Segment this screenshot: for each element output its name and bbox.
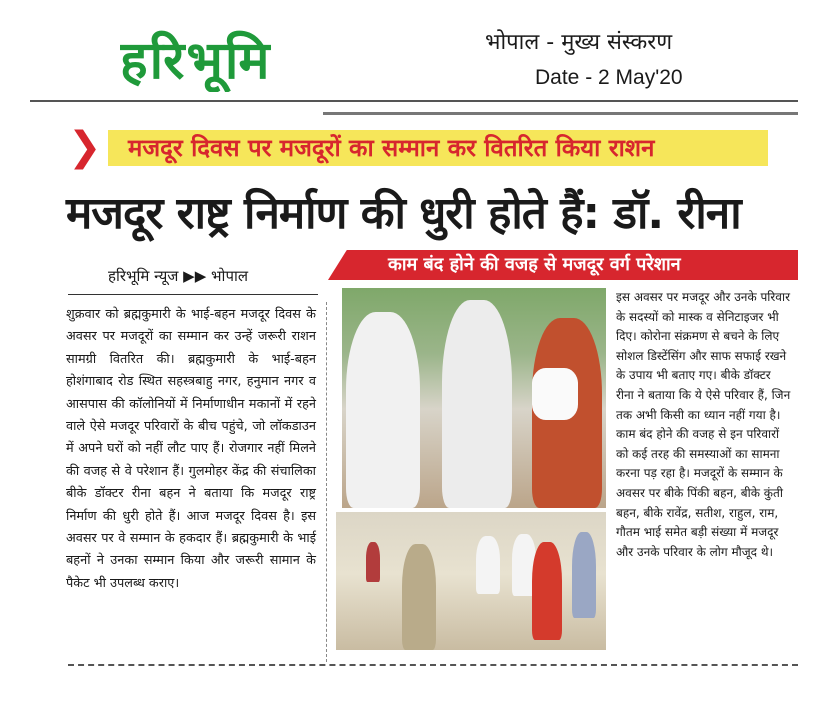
byline: हरिभूमि न्यूज ▶▶ भोपाल bbox=[108, 267, 249, 285]
kicker-text: मजदूर दिवस पर मजदूरों का सम्मान कर वितरित किया राशन bbox=[128, 134, 655, 162]
photo-group bbox=[336, 512, 606, 650]
photo-distribution bbox=[342, 288, 606, 508]
article-body-left: शुक्रवार को ब्रह्मकुमारी के भाई-बहन मजदूर दिवस के अवसर पर मजदूरों का सम्मान कर उन्हें जरूरी राशन सामग्री वितरित की। ब्रह्मकुमारी के भाई-बहन होशंगाबाद रोड स्थित सहस्त्रबाहु नगर, हनुमान नगर व आसपास की कॉलोनियों में निर्माणाधीन मकानों में रहने वाले ऐसे मजदूर परिवारों के बीच पहुंचे, जो लॉकडाउन में अपने घरों को नहीं लौट पाए हैं। रोजगार नहीं मिलने की वजह से वे परेशान हैं। गुलमोहर केंद्र की संचालिका बीके डॉक्टर रीना बहन ने बताया कि मजदूर राष्ट्र निर्माण की धुरी होते हैं। आज मजदूर दिवस है। इस अवसर पर वे सम्मान के हकदार हैं। ब्रह्मकुमारी के भाई बहनों ने उनका सम्मान किया और जरूरी सामान के पैकेट भी उपलब्ध कराए। bbox=[66, 307, 316, 591]
photo-person-1 bbox=[402, 544, 436, 650]
subhead-text: काम बंद होने की वजह से मजदूर वर्ग परेशान bbox=[388, 254, 681, 275]
column-divider bbox=[326, 302, 327, 662]
chevron-right-icon: ❯ bbox=[68, 124, 102, 170]
byline-rule bbox=[68, 294, 318, 295]
photo-person-woman bbox=[346, 312, 420, 508]
newspaper-logo: हरिभूमि bbox=[120, 30, 272, 91]
article-body-right: इस अवसर पर मजदूर और उनके परिवार के सदस्यों को मास्क व सेनिटाइजर भी दिए। कोरोना संक्रमण से बचने के लिए सोशल डिस्टेंसिंग और साफ सफाई रखने के उपाय भी बताए गए। बीके डॉक्टर रीना ने बताया कि ये ऐसे परिवार हैं, जिन तक अभी किसी का ध्यान नहीं गया है। काम बंद होने की वजह से इन परिवारों को कई तरह की समस्याओं का सामना करना पड़ रहा है। मजदूरों के सम्मान के अवसर पर बीके पिंकी बहन, बीके कुंती बहन, बीके रावेंद्र, सतीश, राहुल, राम, गौतम भाई समेत बड़ी संख्या में मजदूर और उनके परिवार के लोग मौजूद थे। bbox=[616, 290, 791, 559]
photo-person-man bbox=[442, 300, 512, 508]
photo-ration-bag bbox=[532, 368, 578, 420]
photo-person-6 bbox=[366, 542, 380, 582]
clipping-bottom-rule bbox=[68, 664, 798, 666]
photo-person-5 bbox=[572, 532, 596, 618]
kicker bbox=[68, 126, 788, 168]
date-label: Date - 2 May'20 bbox=[535, 66, 683, 89]
news-clipping bbox=[58, 112, 798, 672]
clipping-top-rule bbox=[323, 112, 798, 115]
edition-label: भोपाल - मुख्य संस्करण bbox=[485, 30, 673, 55]
header-divider bbox=[30, 100, 798, 102]
photo-person-2 bbox=[476, 536, 500, 594]
headline: मजदूर राष्ट्र निर्माण की धुरी होते हैं: डॉ. रीना bbox=[66, 188, 741, 239]
photo-person-4 bbox=[532, 542, 562, 640]
